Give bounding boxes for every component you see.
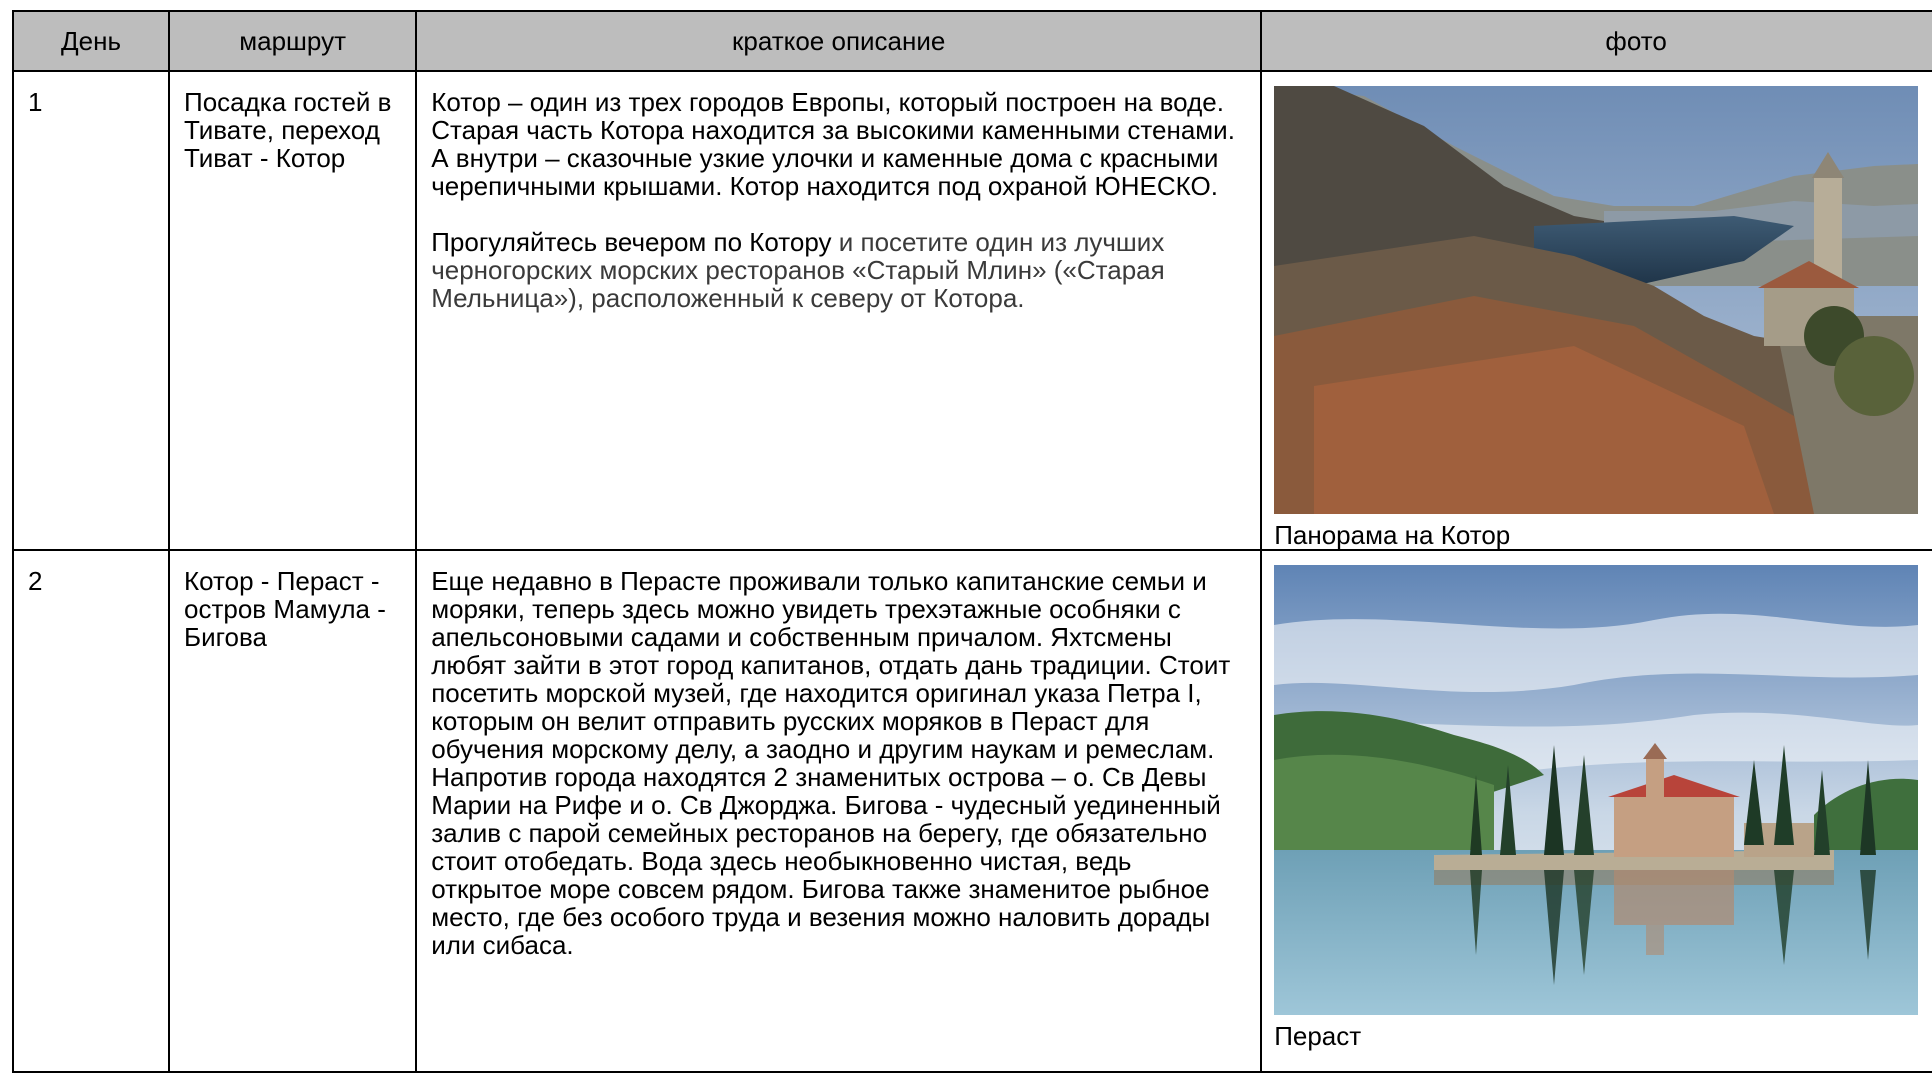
header-photo: фото [1261, 11, 1932, 71]
header-route: маршрут [169, 11, 416, 71]
day-number: 1 [28, 87, 43, 117]
description-link-text: Прогуляйтесь вечером по Котору [431, 227, 832, 257]
photo-caption: Панорама на Котор [1274, 520, 1511, 550]
table-header-row [13, 11, 1932, 71]
header-description: краткое описание [416, 11, 1261, 71]
description-paragraph [431, 228, 1246, 312]
perast-island-photo [1274, 565, 1918, 1020]
route-cell [169, 550, 416, 1072]
description-paragraph: Еще недавно в Перасте проживали только капитанские семьи и моряки, теперь здесь можно увидеть трехэтажные особняки с апельсоновыми садами и собственным причалом. Яхтсмены любят зайти в этот город капитанов, отдать дань традиции. Стоит посетить морской музей, где находится оригинал указа Петра I, которым он велит отправить русских моряков в Пераст для обучения морскому делу, а заодно и другим наукам и ремеслам. Напротив города находятся 2 знаменитых острова – о. Св Девы Марии на Рифе и о. Св Джорджа. Бигова - чудесный уединенный залив с парой семейных ресторанов на берегу, где обязательно стоит отобедать. Вода здесь необыкновенно чистая, ведь открытое море совсем рядом. Бигова также знаменитое рыбное место, где без особого труда и везения можно наловить дорады или сибаса. [431, 566, 1231, 960]
document-title-cropped [0, 0, 1932, 9]
itinerary-table [12, 10, 1932, 1073]
description-cell [416, 71, 1261, 550]
photo-cell [1261, 71, 1932, 550]
route-cell [169, 71, 416, 550]
route-text: Котор - Пераст - остров Мамула - Бигова [184, 566, 386, 652]
header-day: День [13, 11, 169, 71]
route-text: Посадка гостей в Тивате, переход Тиват - Котор [184, 87, 392, 173]
day-number: 2 [28, 566, 43, 596]
day-cell [13, 71, 169, 550]
description-text: и посетите один из лучших черногорских морских ресторанов «Старый Млин» («Старая Мельница»), расположенный к северу от Котора. [431, 227, 1165, 313]
kotor-panorama-photo [1274, 86, 1918, 519]
description-cell [416, 550, 1261, 1072]
day-cell [13, 550, 169, 1072]
photo-caption: Пераст [1274, 1021, 1362, 1051]
description-paragraph: Котор – один из трех городов Европы, который построен на воде. Старая часть Котора находится за высокими каменными стенами. А внутри – сказочные узкие улочки и каменные дома с красными черепичными крышами. Котор находится под охраной ЮНЕСКО. [431, 87, 1235, 201]
table-row [13, 71, 1932, 550]
photo-cell [1261, 550, 1932, 1072]
table-row [13, 550, 1932, 1072]
